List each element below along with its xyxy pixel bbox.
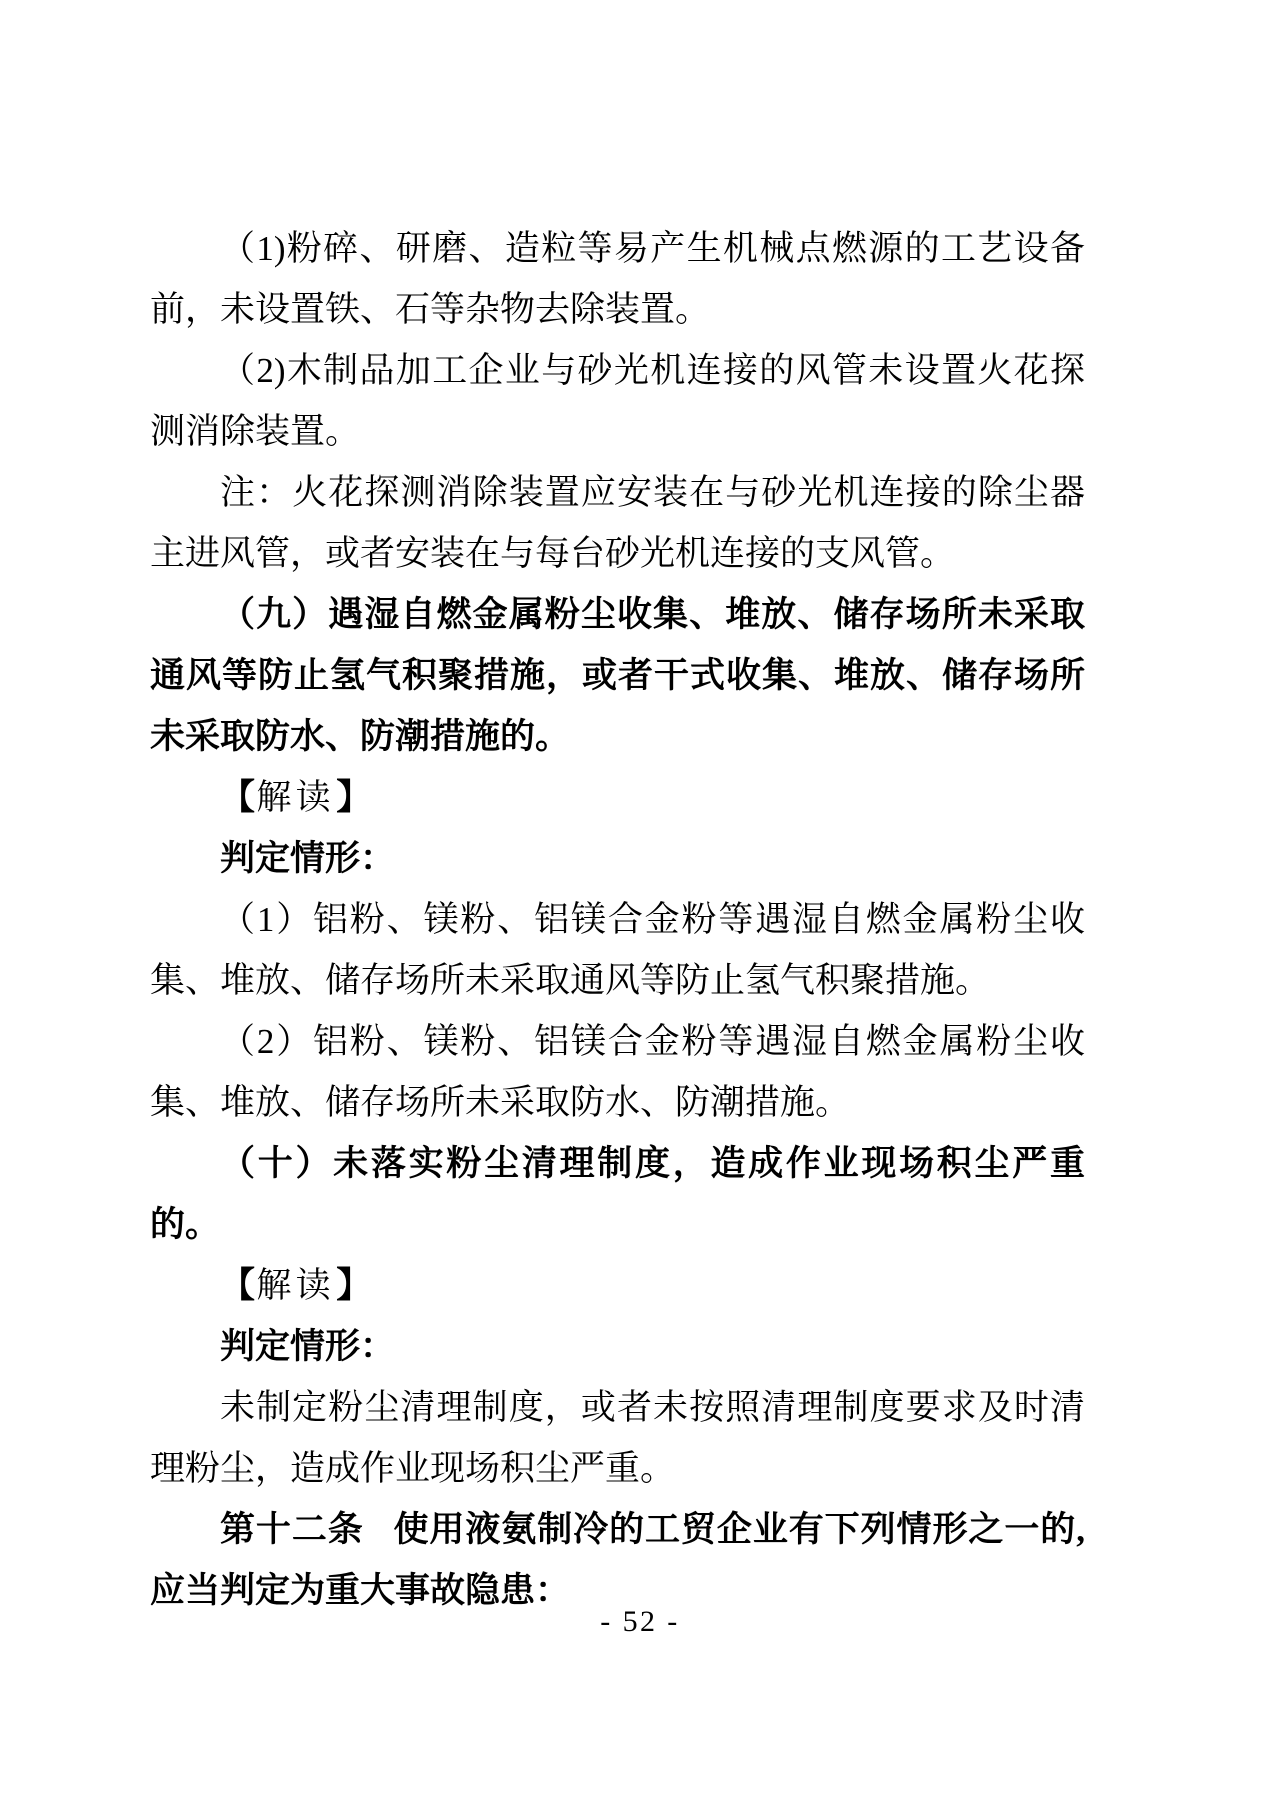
left-bracket: 【 bbox=[220, 1266, 256, 1305]
interpretation-text: 解读 bbox=[256, 1266, 335, 1305]
judgment-cases-heading: 判定情形： bbox=[220, 839, 396, 878]
judgment-cases-heading: 判定情形： bbox=[220, 1327, 396, 1366]
right-bracket: 】 bbox=[336, 1266, 372, 1305]
note-paragraph: 注：火花探测消除装置应安装在与砂光机连接的除尘器主进风管，或者安装在与每台砂光机连接的支风管。 bbox=[150, 473, 1085, 573]
article-number: 第十二条 bbox=[220, 1510, 364, 1549]
clause-9-case-1: （1）铝粉、镁粉、铝镁合金粉等遇湿自燃金属粉尘收集、堆放、储存场所未采取通风等防止氢气积聚措施。 bbox=[150, 900, 1085, 1000]
left-bracket: 【 bbox=[220, 778, 256, 817]
sub-item-1: （1)粉碎、研磨、造粒等易产生机械点燃源的工艺设备前，未设置铁、石等杂物去除装置。 bbox=[150, 229, 1085, 329]
sub-item-2: （2)木制品加工企业与砂光机连接的风管未设置火花探测消除装置。 bbox=[150, 351, 1085, 451]
right-bracket: 】 bbox=[336, 778, 372, 817]
interpretation-text: 解读 bbox=[256, 778, 335, 817]
page-number: - 52 - bbox=[600, 1605, 680, 1638]
article-body-text: 使用液氨制冷的工贸企业有下列情形之一的,应当判定为重大事故隐患： bbox=[150, 1510, 1085, 1610]
clause-9-heading: （九）遇湿自燃金属粉尘收集、堆放、储存场所未采取通风等防止氢气积聚措施，或者干式收集、堆放、储存场所未采取防水、防潮措施的。 bbox=[150, 595, 1085, 756]
interpretation-label bbox=[150, 1255, 1085, 1316]
clause-9-case-2: （2）铝粉、镁粉、铝镁合金粉等遇湿自燃金属粉尘收集、堆放、储存场所未采取防水、防潮措施。 bbox=[150, 1022, 1085, 1122]
interpretation-label bbox=[150, 767, 1085, 828]
clause-10-case: 未制定粉尘清理制度，或者未按照清理制度要求及时清理粉尘，造成作业现场积尘严重。 bbox=[150, 1388, 1085, 1488]
clause-10-heading: （十）未落实粉尘清理制度，造成作业现场积尘严重的。 bbox=[150, 1144, 1085, 1244]
document-body bbox=[150, 218, 1085, 1621]
